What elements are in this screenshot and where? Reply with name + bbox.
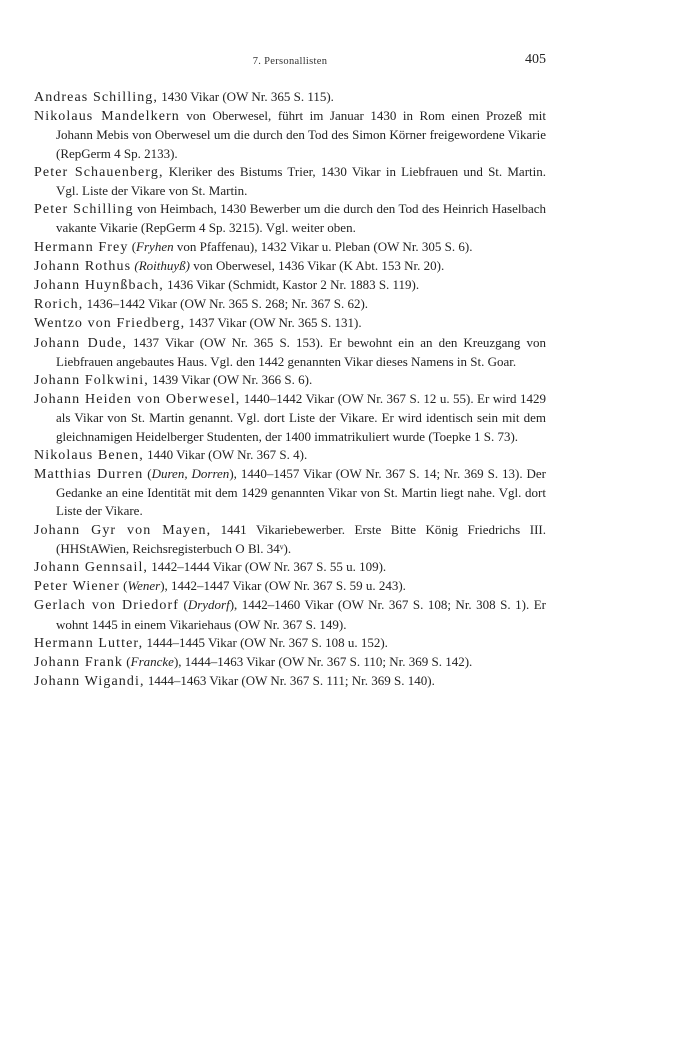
entry-text: ( bbox=[128, 238, 137, 254]
entry-text: von Heimbach, 1430 Bewerber um die durch den Tod des Heinrich Haselbach vakante Vikarie (RepGerm 4 Sp. 3215). Vgl. weiter oben. bbox=[56, 201, 547, 236]
list-item bbox=[34, 257, 546, 276]
entry-text: ), 1442–1447 Vikar (OW Nr. 367 S. 59 u. 243). bbox=[160, 578, 406, 594]
entry-name: Peter Wiener bbox=[34, 579, 120, 595]
list-item bbox=[34, 276, 546, 295]
entry-name: Peter Schauenberg, bbox=[34, 164, 164, 180]
entry-text: 1439 Vikar (OW Nr. 366 S. 6). bbox=[148, 372, 313, 388]
entry-text: von Pfaffenau), 1432 Vikar u. Pleban (OW Nr. 305 S. 6). bbox=[173, 238, 473, 254]
entry-name: Johann Gennsail, bbox=[34, 560, 149, 576]
list-item bbox=[34, 107, 546, 163]
entry-name: Nikolaus Benen, bbox=[34, 447, 144, 463]
entry-name: Johann Wigandi, bbox=[34, 674, 145, 690]
entry-text: von Oberwesel, 1436 Vikar (K Abt. 153 Nr. 20). bbox=[189, 257, 445, 273]
entry-text: von Oberwesel, führt im Januar 1430 in Rom einen Prozeß mit Johann Mebis von Oberwesel um die durch den Tod des Simon Körner freigewordene Vikarie (RepGerm 4 Sp. 2133). bbox=[56, 108, 547, 161]
entry-name: Johann Rothus bbox=[34, 258, 132, 274]
entry-text: ( bbox=[119, 578, 128, 594]
entry-text: 1440–1442 Vikar (OW Nr. 367 S. 12 u. 55). Er wird 1429 als Vikar von St. Martin genannt. Vgl. dort Liste der Vikare. Er wird identisch sein mit dem gleichnamigen Heidelberger Studenten, der 1400 immatrikuliert wurde (Toepke 1 S. 73). bbox=[56, 391, 546, 444]
entry-name: Nikolaus Mandelkern bbox=[34, 109, 180, 125]
entry-text: 1442–1444 Vikar (OW Nr. 367 S. 55 u. 109). bbox=[148, 559, 387, 575]
list-item bbox=[34, 653, 546, 672]
list-item bbox=[34, 521, 546, 558]
list-item bbox=[34, 295, 546, 314]
entry-name: Johann Folkwini, bbox=[34, 373, 149, 389]
entry-text: ), 1440–1457 Vikar (OW Nr. 367 S. 14; Nr. 369 S. 13). Der Gedanke an eine Identität mit dem 1429 genannten Vikar von St. Martin liegt nahe. Vgl. dort Liste der Vikare. bbox=[56, 466, 546, 519]
page-number: 405 bbox=[525, 52, 546, 67]
entry-text: 1436–1442 Vikar (OW Nr. 365 S. 268; Nr. 367 S. 62). bbox=[83, 296, 369, 312]
entry-variant-name: Duren, Dorren bbox=[151, 466, 230, 482]
list-item bbox=[34, 465, 546, 521]
entry-variant-name: Drydorf bbox=[187, 597, 230, 613]
list-item bbox=[34, 672, 546, 691]
entry-text: 1437 Vikar (OW Nr. 365 S. 153). Er bewohnt ein an den Kreuzgang von Liebfrauen angebautes Haus. Vgl. den 1442 genannten Vikar dieses Namens in St. Goar. bbox=[56, 334, 546, 369]
list-item bbox=[34, 577, 546, 596]
entry-name: Andreas Schilling, bbox=[34, 90, 159, 105]
entry-name: Hermann Lutter, bbox=[34, 635, 144, 651]
list-item bbox=[34, 314, 546, 333]
entry-name: Johann Gyr von Mayen, bbox=[34, 522, 212, 538]
list-item bbox=[34, 334, 546, 371]
page-header bbox=[34, 52, 546, 72]
list-item bbox=[34, 200, 546, 237]
entry-list bbox=[34, 88, 546, 692]
entry-text: 1437 Vikar (OW Nr. 365 S. 131). bbox=[185, 315, 362, 331]
entry-name: Wentzo von Friedberg, bbox=[34, 316, 186, 332]
entry-text: ( bbox=[143, 466, 152, 482]
entry-text: Kleriker des Bistums Trier, 1430 Vikar in Liebfrauen und St. Martin. Vgl. Liste der Vikare von St. Martin. bbox=[56, 163, 546, 199]
entry-text: 1430 Vikar (OW Nr. 365 S. 115). bbox=[158, 89, 334, 104]
list-item bbox=[34, 390, 546, 446]
entry-text: ( bbox=[179, 597, 188, 613]
list-item bbox=[34, 634, 546, 653]
list-item bbox=[34, 596, 546, 633]
entry-text: ( bbox=[123, 654, 131, 670]
entry-text: 1436 Vikar (Schmidt, Kastor 2 Nr. 1883 S. 119). bbox=[163, 277, 420, 293]
entry-name: Rorich, bbox=[34, 297, 84, 313]
entry-name: Gerlach von Driedorf bbox=[34, 598, 179, 614]
list-item bbox=[34, 163, 546, 200]
list-item bbox=[34, 446, 546, 465]
list-item bbox=[34, 88, 546, 107]
list-item bbox=[34, 371, 546, 390]
entry-variant-name: Francke bbox=[130, 654, 174, 670]
list-item bbox=[34, 238, 546, 257]
entry-variant-name: (Roithuyß) bbox=[134, 257, 190, 273]
entry-name: Johann Huynßbach, bbox=[34, 278, 164, 294]
entry-variant-name: Wener bbox=[127, 578, 161, 594]
entry-name: Johann Heiden von Oberwesel, bbox=[34, 392, 241, 408]
list-item bbox=[34, 558, 546, 577]
entry-name: Hermann Frey bbox=[34, 239, 129, 255]
entry-text: ), 1442–1460 Vikar (OW Nr. 367 S. 108; Nr. 308 S. 1). Er wohnt 1445 in einem Vikariehaus (OW Nr. 367 S. 149). bbox=[56, 597, 546, 632]
entry-variant-name: Fryhen bbox=[136, 238, 174, 254]
entry-name: Matthias Durren bbox=[34, 467, 144, 483]
entry-text: 1441 Vikariebewerber. Erste Bitte König Friedrichs III. (HHStAWien, Reichsregisterbuch O Bl. 34ᵛ). bbox=[56, 521, 546, 556]
running-title: 7. Personallisten bbox=[252, 56, 328, 67]
entry-name: Johann Dude, bbox=[34, 335, 127, 351]
entry-name: Peter Schilling bbox=[34, 202, 134, 218]
entry-text: 1440 Vikar (OW Nr. 367 S. 4). bbox=[143, 446, 308, 462]
entry-name: Johann Frank bbox=[34, 655, 124, 671]
entry-text: 1444–1445 Vikar (OW Nr. 367 S. 108 u. 152). bbox=[143, 634, 388, 650]
entry-text: 1444–1463 Vikar (OW Nr. 367 S. 111; Nr. 369 S. 140). bbox=[144, 673, 435, 689]
entry-text: ), 1444–1463 Vikar (OW Nr. 367 S. 110; Nr. 369 S. 142). bbox=[173, 654, 473, 670]
